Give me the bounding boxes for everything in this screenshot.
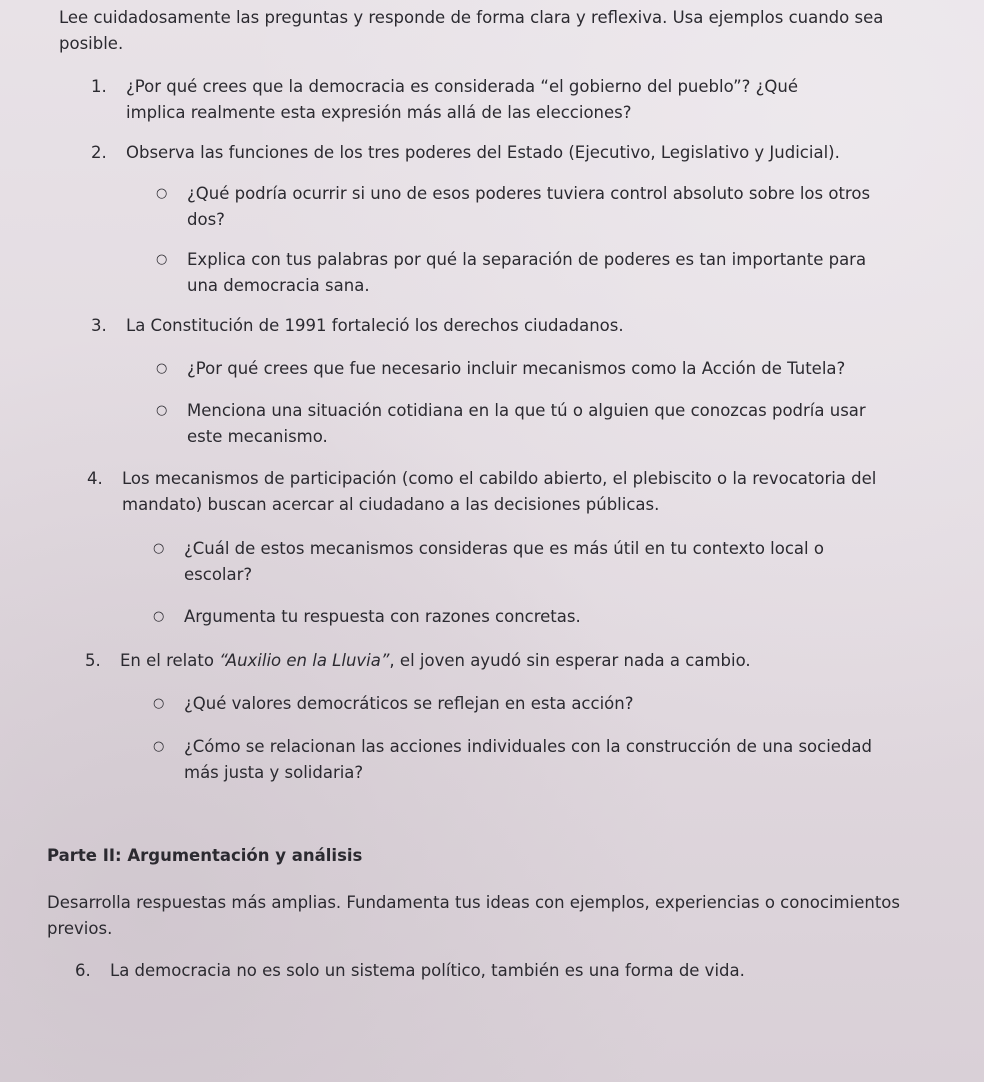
question-number: 6. bbox=[75, 961, 91, 980]
bullet-circle-icon: ○ bbox=[156, 361, 168, 376]
question-number: 1. bbox=[91, 77, 107, 96]
sub-question-text: ¿Qué valores democráticos se reflejan en esta acción? bbox=[184, 694, 634, 713]
sub-question-text: ¿Cómo se relacionan las acciones individuales con la construcción de una sociedad más justa y solidaria? bbox=[184, 737, 873, 782]
question-5-sub-b bbox=[153, 734, 873, 786]
bullet-circle-icon: ○ bbox=[153, 609, 165, 624]
sub-question-text: ¿Por qué crees que fue necesario incluir mecanismos como la Acción de Tutela? bbox=[187, 359, 846, 378]
bullet-circle-icon: ○ bbox=[153, 696, 165, 711]
question-2 bbox=[91, 140, 891, 166]
question-number: 2. bbox=[91, 143, 107, 162]
question-4-sub-a bbox=[153, 536, 873, 588]
sub-question-text: Menciona una situación cotidiana en la que tú o alguien que conozcas podría usar este mecanismo. bbox=[187, 401, 866, 446]
question-number: 3. bbox=[91, 316, 107, 335]
question-5 bbox=[85, 648, 905, 674]
sub-question-text: Argumenta tu respuesta con razones concretas. bbox=[184, 607, 581, 626]
sub-question-text: ¿Qué podría ocurrir si uno de esos poderes tuviera control absoluto sobre los otros dos? bbox=[187, 184, 871, 229]
question-text: La democracia no es solo un sistema político, también es una forma de vida. bbox=[110, 961, 745, 980]
question-text-part: En el relato bbox=[120, 651, 220, 670]
question-5-sub-a bbox=[153, 691, 873, 717]
question-2-sub-b bbox=[156, 247, 876, 299]
question-6 bbox=[75, 958, 895, 984]
instructions-paragraph: Lee cuidadosamente las preguntas y responde de forma clara y reflexiva. Usa ejemplos cuando sea posible. bbox=[59, 8, 884, 53]
question-text: ¿Por qué crees que la democracia es considerada “el gobierno del pueblo”? ¿Qué implica realmente esta expresión más allá de las elecciones? bbox=[126, 77, 798, 122]
question-2-sub-a bbox=[156, 181, 876, 233]
question-text-part: , el joven ayudó sin esperar nada a cambio. bbox=[389, 651, 751, 670]
question-number: 4. bbox=[87, 469, 103, 488]
question-text bbox=[120, 648, 905, 674]
question-4 bbox=[87, 466, 907, 518]
sub-question-text: Explica con tus palabras por qué la separación de poderes es tan importante para una democracia sana. bbox=[187, 250, 867, 295]
part-2-title: Parte II: Argumentación y análisis bbox=[47, 846, 363, 865]
question-1 bbox=[91, 74, 861, 126]
sub-question-text: ¿Cuál de estos mecanismos consideras que es más útil en tu contexto local o escolar? bbox=[184, 539, 824, 584]
bullet-circle-icon: ○ bbox=[153, 739, 165, 754]
bullet-circle-icon: ○ bbox=[156, 252, 168, 267]
bullet-circle-icon: ○ bbox=[153, 541, 165, 556]
question-text: Observa las funciones de los tres poderes del Estado (Ejecutivo, Legislativo y Judicial). bbox=[126, 143, 840, 162]
bullet-circle-icon: ○ bbox=[156, 186, 168, 201]
question-text: Los mecanismos de participación (como el cabildo abierto, el plebiscito o la revocatoria del mandato) buscan acercar al ciudadano a las decisiones públicas. bbox=[122, 469, 877, 514]
question-4-sub-b bbox=[153, 604, 873, 630]
bullet-circle-icon: ○ bbox=[156, 403, 168, 418]
question-text: La Constitución de 1991 fortaleció los derechos ciudadanos. bbox=[126, 316, 624, 335]
part-2-description: Desarrolla respuestas más amplias. Fundamenta tus ideas con ejemplos, experiencias o conocimientos previos. bbox=[47, 893, 900, 938]
question-3 bbox=[91, 313, 891, 339]
question-3-sub-a bbox=[156, 356, 876, 382]
question-number: 5. bbox=[85, 651, 101, 670]
story-title: “Auxilio en la Lluvia” bbox=[219, 651, 390, 670]
question-3-sub-b bbox=[156, 398, 876, 450]
